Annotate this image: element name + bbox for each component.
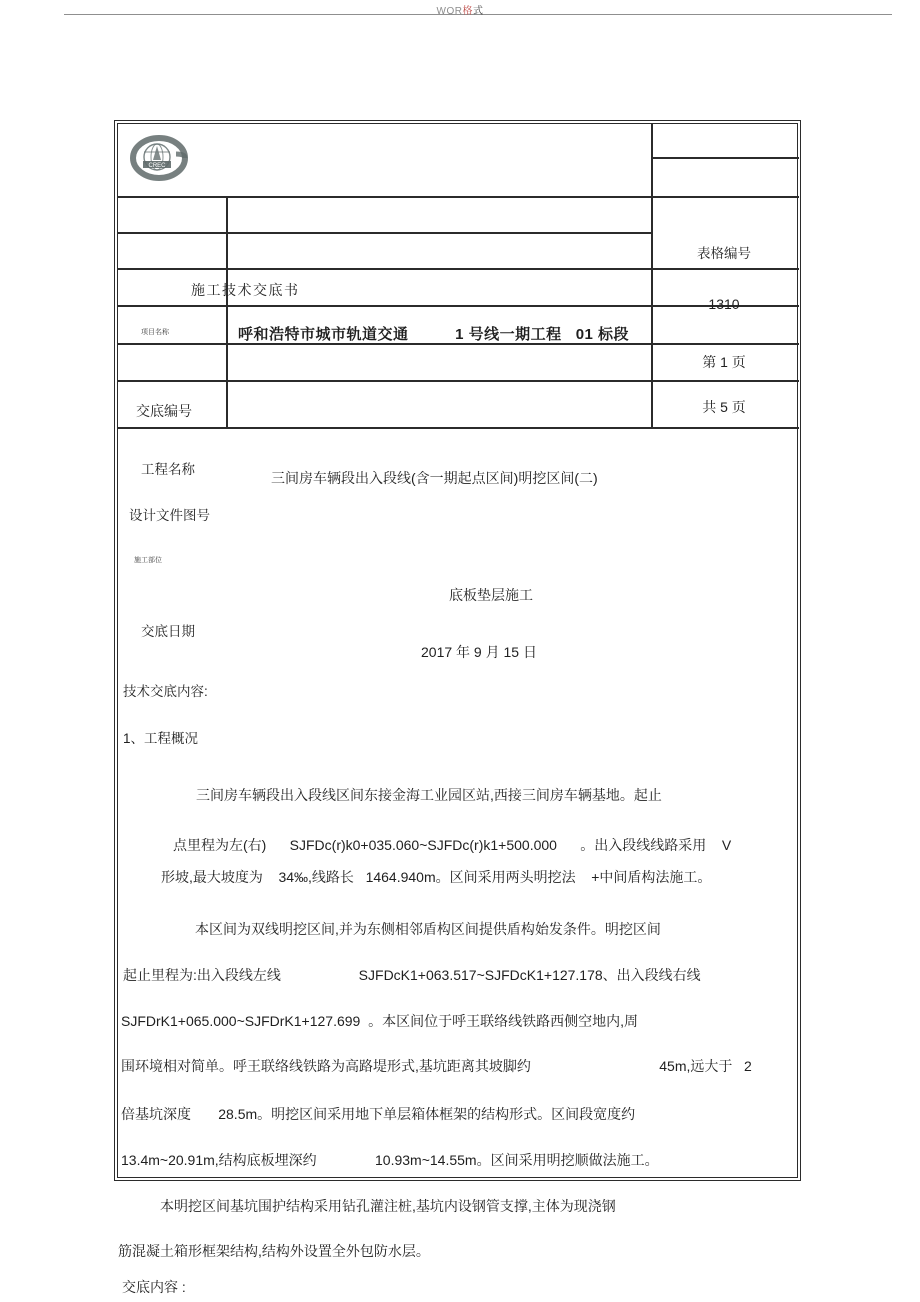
after-table-line: 筋混凝土箱形框架结构,结构外设置全外包防水层。	[118, 1243, 430, 1259]
project-name-label: 项目名称	[141, 329, 169, 336]
after-table-line: 交底内容 :	[122, 1279, 186, 1295]
body-line: 起止里程为:出入段线左线 SJFDcK1+063.517~SJFDcK1+127.178、出入段线右线	[123, 967, 701, 983]
body-line: 围环境相对简单。呼王联络线铁路为高路堤形式,基坑距离其坡脚约 45m,远大于 2	[121, 1058, 752, 1074]
grid-line	[118, 380, 799, 382]
body-line: 点里程为左(右) SJFDc(r)k0+035.060~SJFDc(r)k1+500.000 。出入段线线路采用 V	[173, 837, 732, 853]
grid-line	[118, 427, 799, 429]
page-number: 第 1 页	[702, 354, 746, 370]
project-name-value: 呼和浩特市城市轨道交通 1 号线一期工程 01 标段	[238, 326, 630, 343]
watermark-part2: 格	[462, 6, 473, 17]
page-total: 共 5 页	[702, 399, 746, 415]
body-line: 倍基坑深度 28.5m。明挖区间采用地下单层箱体框架的结构形式。区间段宽度约	[121, 1106, 636, 1122]
crec-globe-logo	[130, 134, 192, 184]
disclosure-date-value: 2017 年 9 月 15 日	[421, 644, 537, 660]
body-line: 三间房车辆段出入段线区间东接金海工业园区站,西接三间房车辆基地。起止	[196, 787, 662, 803]
grid-line	[651, 124, 653, 427]
construction-part-value: 底板垫层施工	[449, 587, 533, 603]
construction-part-label: 施工部位	[134, 557, 162, 564]
disclosure-date-label: 交底日期	[141, 624, 195, 639]
grid-line	[226, 196, 228, 429]
grid-line	[118, 232, 651, 234]
works-name-label: 工程名称	[141, 462, 195, 477]
section1-heading: 1、工程概况	[123, 731, 199, 746]
body-line: 形坡,最大坡度为 34‰,线路长 1464.940m。区间采用两头明挖法 +中间盾构法施工。	[161, 869, 712, 885]
works-name-value: 三间房车辆段出入段线(含一期起点区间)明挖区间(二)	[271, 470, 598, 486]
table-number-label: 表格编号	[697, 246, 751, 261]
logo-letters: CREC	[148, 163, 166, 169]
content-section-label: 技术交底内容:	[123, 684, 208, 699]
disclosure-form-table	[117, 123, 798, 1178]
watermark-part1: WOR	[436, 6, 463, 17]
grid-line	[118, 268, 799, 270]
body-line: SJFDrK1+065.000~SJFDrK1+127.699 。本区间位于呼王联络线铁路西侧空地内,周	[121, 1013, 638, 1029]
disclosure-number-label: 交底编号	[136, 403, 192, 419]
design-doc-number-label: 设计文件图号	[129, 508, 210, 523]
doc-title: 施工技术交底书	[191, 282, 300, 298]
body-line: 13.4m~20.91m,结构底板埋深约 10.93m~14.55m。区间采用明挖顺做法施工。	[121, 1152, 659, 1168]
watermark-part3: 式	[472, 6, 484, 17]
header-watermark	[0, 2, 920, 17]
after-table-line: 本明挖区间基坑围护结构采用钻孔灌注桩,基坑内设钢管支撑,主体为现浇钢	[160, 1198, 616, 1214]
body-line: 本区间为双线明挖区间,并为东侧相邻盾构区间提供盾构始发条件。明挖区间	[195, 921, 661, 937]
table-number-value: 1310	[708, 296, 740, 312]
grid-line	[118, 196, 799, 198]
grid-line	[651, 157, 799, 159]
